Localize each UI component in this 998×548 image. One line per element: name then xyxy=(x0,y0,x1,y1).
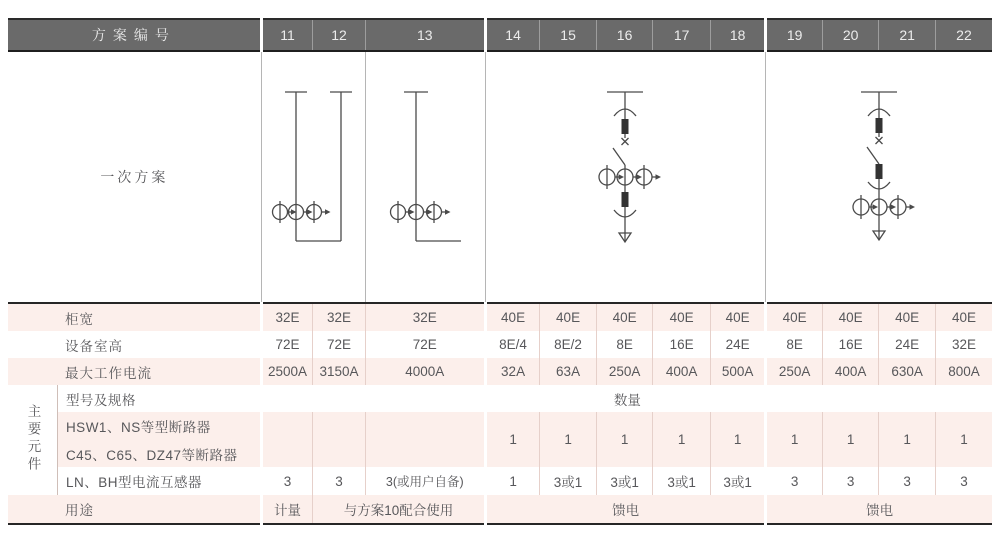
room-height-value: 8E/4 xyxy=(485,331,539,358)
max-current-value: 63A xyxy=(540,358,597,385)
ct-value: 3 xyxy=(261,467,312,495)
usage-label: 用途 xyxy=(8,495,261,524)
ct-icon xyxy=(853,195,878,219)
cabinet-width-value: 40E xyxy=(596,303,653,331)
max-current-row xyxy=(8,358,992,385)
ct-value: 3 xyxy=(879,467,936,495)
breaker-body-icon xyxy=(621,119,628,134)
diagram-scheme-13 xyxy=(365,51,485,303)
breaker-c45-label: C45、C65、DZ47等断路器 xyxy=(57,440,261,467)
max-current-value: 400A xyxy=(653,358,711,385)
busbar-tap-icon xyxy=(285,92,307,241)
breaker-body-icon xyxy=(876,118,883,133)
disconnect-blade-icon xyxy=(867,147,879,164)
busbar-tap-icon xyxy=(861,92,897,118)
room-height-value: 72E xyxy=(313,331,365,358)
empty-cell xyxy=(313,440,365,467)
scheme-col-15: 15 xyxy=(540,19,597,51)
cabinet-width-value: 40E xyxy=(935,303,992,331)
breaker-qty-value: 1 xyxy=(485,412,539,467)
breaker-qty-value: 1 xyxy=(540,412,597,467)
ct-value: 3或1 xyxy=(710,467,766,495)
diagram-schemes-19-22 xyxy=(766,51,992,303)
empty-cell xyxy=(365,440,485,467)
main-components-label xyxy=(8,385,57,495)
room-height-value: 16E xyxy=(653,331,711,358)
ct-value: 3或1 xyxy=(540,467,597,495)
double-riser-with-ct-diagram xyxy=(262,52,365,302)
cabinet-width-value: 40E xyxy=(540,303,597,331)
breaker-qty-value: 1 xyxy=(879,412,936,467)
diagram-schemes-14-18 xyxy=(485,51,766,303)
ct-icon xyxy=(599,165,624,189)
usage-with-scheme-10: 与方案10配合使用 xyxy=(313,495,486,524)
breaker-qty-value: 1 xyxy=(822,412,879,467)
ct-row xyxy=(8,467,992,495)
cabinet-width-value: 40E xyxy=(766,303,823,331)
scheme-col-12: 12 xyxy=(313,19,365,51)
scheme-col-17: 17 xyxy=(653,19,711,51)
empty-cell xyxy=(313,412,365,440)
breaker-qty-value: 1 xyxy=(766,412,823,467)
ct-icon xyxy=(390,201,414,223)
scheme-col-18: 18 xyxy=(710,19,766,51)
diagram-schemes-11-12 xyxy=(261,51,365,303)
scheme-col-11: 11 xyxy=(261,19,312,51)
scheme-col-19: 19 xyxy=(766,19,823,51)
x-mark-icon xyxy=(876,137,883,144)
usage-row xyxy=(8,495,992,524)
max-current-value: 400A xyxy=(822,358,879,385)
ct-value: 3 xyxy=(313,467,365,495)
cabinet-width-value: 40E xyxy=(710,303,766,331)
ct-value: 3或1 xyxy=(596,467,653,495)
empty-cell xyxy=(261,412,312,440)
model-spec-row xyxy=(8,385,992,412)
header-row xyxy=(8,19,992,51)
room-height-value: 32E xyxy=(935,331,992,358)
scheme-number-header: 方案编号 xyxy=(8,19,261,51)
max-current-value: 250A xyxy=(766,358,823,385)
breaker-qty-value: 1 xyxy=(653,412,711,467)
ct-value: 3 xyxy=(935,467,992,495)
breaker-qty-value: 1 xyxy=(935,412,992,467)
max-current-value: 4000A xyxy=(365,358,485,385)
quantity-header: 数量 xyxy=(261,385,992,412)
scheme-col-16: 16 xyxy=(596,19,653,51)
room-height-value: 24E xyxy=(710,331,766,358)
room-height-value: 8E xyxy=(596,331,653,358)
room-height-value: 16E xyxy=(822,331,879,358)
x-mark-icon xyxy=(621,138,628,145)
feeder-breaker-ct-outgoing-diagram xyxy=(486,52,766,302)
busbar-tap-icon xyxy=(330,92,352,241)
breaker-qty-value: 1 xyxy=(596,412,653,467)
breaker-body-icon xyxy=(621,192,628,207)
ct-label: LN、BH型电流互感器 xyxy=(57,467,261,495)
cabinet-width-value: 40E xyxy=(485,303,539,331)
scheme-col-13: 13 xyxy=(365,19,485,51)
cabinet-width-label: 柜宽 xyxy=(8,303,261,331)
busbar-tap-icon xyxy=(404,92,428,241)
ct-value: 3 xyxy=(822,467,879,495)
scheme-col-21: 21 xyxy=(879,19,936,51)
cabinet-width-row xyxy=(8,303,992,331)
room-height-value: 72E xyxy=(261,331,312,358)
ct-value: 1 xyxy=(485,467,539,495)
busbar-tap-icon xyxy=(607,92,643,119)
room-height-value: 8E/2 xyxy=(540,331,597,358)
ct-value: 3 xyxy=(766,467,823,495)
scheme-col-14: 14 xyxy=(485,19,539,51)
cabinet-width-value: 32E xyxy=(365,303,485,331)
room-height-value: 24E xyxy=(879,331,936,358)
max-current-value: 500A xyxy=(710,358,766,385)
cabinet-width-value: 32E xyxy=(313,303,365,331)
room-height-row xyxy=(8,331,992,358)
scheme-col-22: 22 xyxy=(935,19,992,51)
breaker-qty-value: 1 xyxy=(710,412,766,467)
max-current-value: 3150A xyxy=(313,358,365,385)
cabinet-width-value: 40E xyxy=(879,303,936,331)
primary-scheme-row xyxy=(8,51,992,303)
usage-feed-14-18: 馈电 xyxy=(485,495,766,524)
max-current-value: 250A xyxy=(596,358,653,385)
main-components-text: 主要元件 xyxy=(25,403,41,474)
cabinet-width-value: 32E xyxy=(261,303,312,331)
primary-scheme-label: 一次方案 xyxy=(8,51,261,303)
usage-feed-19-22: 馈电 xyxy=(766,495,992,524)
max-current-value: 32A xyxy=(485,358,539,385)
breaker-hsw-row xyxy=(8,412,992,440)
ct-value: 3或1 xyxy=(653,467,711,495)
scheme-col-20: 20 xyxy=(822,19,879,51)
room-height-value: 72E xyxy=(365,331,485,358)
max-current-value: 630A xyxy=(879,358,936,385)
max-current-value: 2500A xyxy=(261,358,312,385)
max-current-value: 800A xyxy=(935,358,992,385)
single-riser-with-ct-diagram xyxy=(366,52,485,302)
breaker-body-icon xyxy=(876,164,883,179)
room-height-value: 8E xyxy=(766,331,823,358)
empty-cell xyxy=(261,440,312,467)
feeder-breaker-outgoing-diagram xyxy=(767,52,991,302)
ct-value: 3(或用户自备) xyxy=(365,467,485,495)
cabinet-width-value: 40E xyxy=(822,303,879,331)
cabinet-width-value: 40E xyxy=(653,303,711,331)
breaker-hsw-label: HSW1、NS等型断路器 xyxy=(57,412,261,440)
room-height-label: 设备室高 xyxy=(8,331,261,358)
usage-metering: 计量 xyxy=(261,495,312,524)
scheme-table xyxy=(8,18,992,525)
ct-icon xyxy=(272,201,296,223)
model-spec-label: 型号及规格 xyxy=(57,385,261,412)
empty-cell xyxy=(365,412,485,440)
max-current-label: 最大工作电流 xyxy=(8,358,261,385)
disconnect-blade-icon xyxy=(613,148,625,165)
